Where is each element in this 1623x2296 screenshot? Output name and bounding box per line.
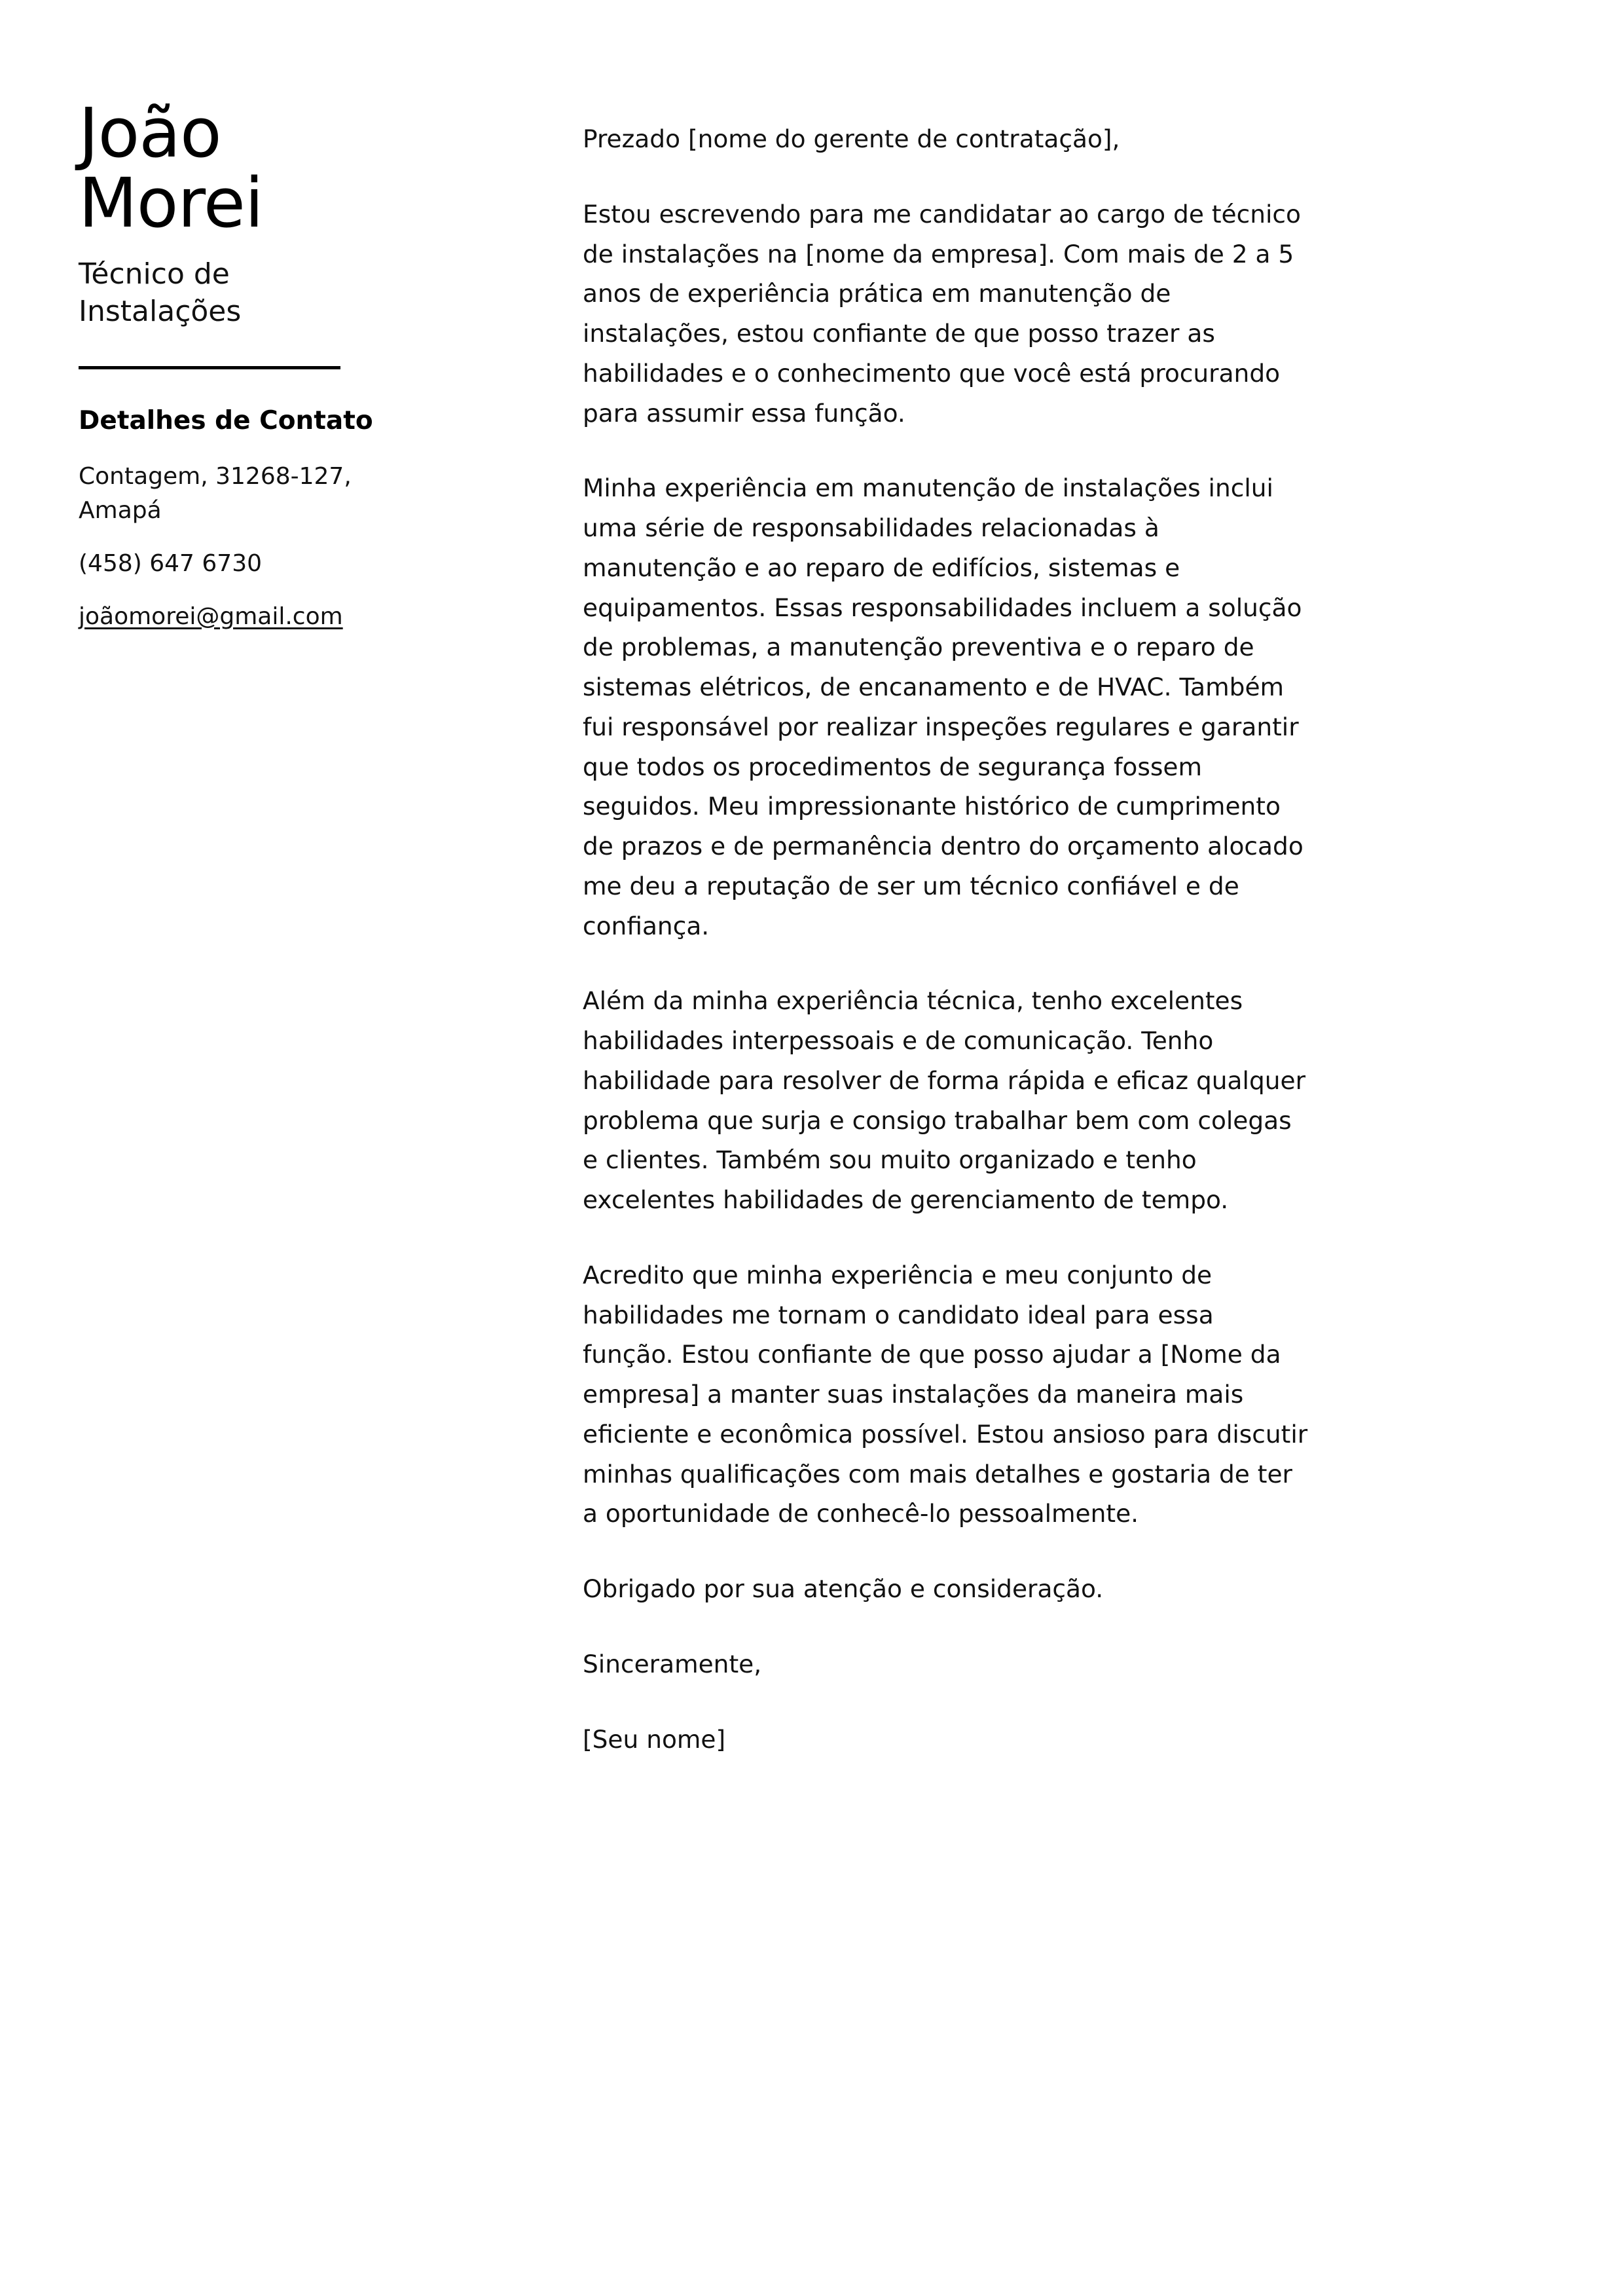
letter-paragraph-1: Estou escrevendo para me candidatar ao cargo de técnico de instalações na [nome da empresa]. Com mais de 2 a 5 anos de experiência prática em manutenção de instalações, estou confiante de que posso trazer as habilidades e o conhecimento que você está procurando para assumir essa função. — [583, 199, 1301, 428]
letter-salutation: Prezado [nome do gerente de contratação], — [583, 124, 1120, 153]
contact-details-heading: Detalhes de Contato — [79, 405, 373, 435]
candidate-name — [79, 93, 583, 244]
contact-details-list — [79, 460, 583, 633]
letter-paragraph-3: Além da minha experiência técnica, tenho excelentes habilidades interpessoais e de comunicação. Tenho habilidade para resolver de forma rápida e eficaz qualquer problema que surja e consigo trabalhar bem com colegas e clientes. Também sou muito organizado e tenho excelentes habilidades de gerenciamento de tempo. — [583, 986, 1306, 1214]
letter-thanks: Obrigado por sua atenção e consideração. — [583, 1574, 1104, 1603]
job-title: Técnico de Instalações — [79, 257, 242, 329]
letter-paragraph-4: Acredito que minha experiência e meu conjunto de habilidades me tornam o candidato ideal para essa função. Estou confiante de que posso ajudar a [Nome da empresa] a manter suas instalações da maneira mais eficiente e econômica possível. Estou ansioso para discutir minhas qualificações com mais detalhes e gostaria de ter a oportunidade de conhecê-lo pessoalmente. — [583, 1260, 1308, 1528]
contact-phone[interactable]: (458) 647 6730 — [79, 549, 263, 577]
contact-email[interactable]: joãomorei@gmail.com — [79, 602, 343, 630]
name-line-last: Morei — [79, 163, 263, 244]
sidebar — [0, 0, 583, 653]
letter-signature: [Seu nome] — [583, 1724, 726, 1754]
letter-closing: Sinceramente, — [583, 1649, 762, 1678]
contact-address: Contagem, 31268-127, Amapá — [79, 463, 352, 524]
letter-body — [583, 0, 1427, 1759]
name-line-first: João — [79, 93, 221, 173]
letter-paragraph-2: Minha experiência em manutenção de instalações inclui uma série de responsabilidades relacionadas à manutenção e ao reparo de edifícios, sistemas e equipamentos. Essas responsabilidades incluem a solução de problemas, a manutenção preventiva e o reparo de sistemas elétricos, de encanamento e de HVAC. Também fui responsável por realizar inspeções regulares e garantir que todos os procedimentos de segurança fossem seguidos. Meu impressionante histórico de cumprimento de prazos e de permanência dentro do orçamento alocado me deu a reputação de ser um técnico confiável e de confiança. — [583, 473, 1304, 940]
sidebar-divider — [79, 366, 340, 369]
